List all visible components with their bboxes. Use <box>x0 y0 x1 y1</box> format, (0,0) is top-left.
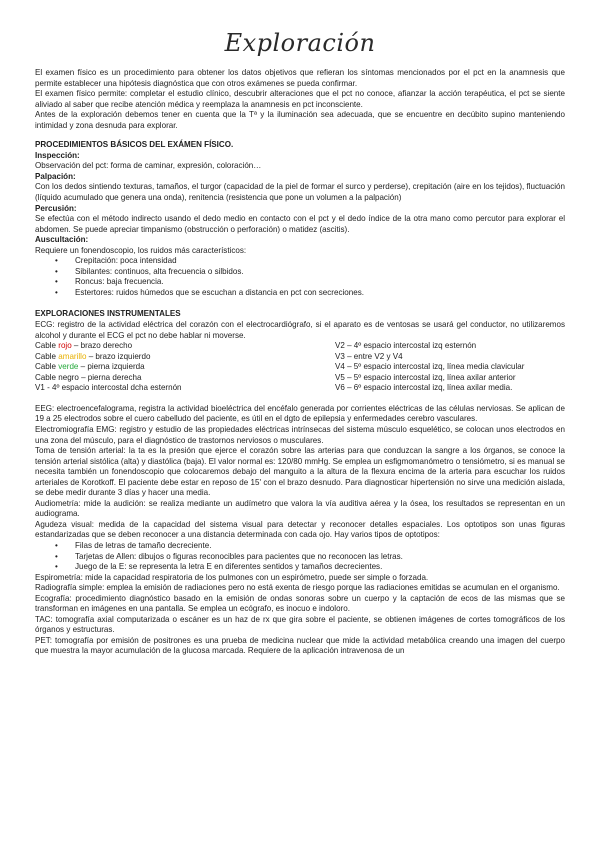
lead-v3: V3 – entre V2 y V4 <box>335 351 403 361</box>
palpacion-title: Palpación: <box>35 171 76 181</box>
cable-label: Cable <box>35 362 59 372</box>
audiometria-paragraph: Audiometría: mide la audición: se realiza mediante un audímetro que valora la vía auditiva aérea y la ósea, los resultados se representan en un audiograma. <box>35 498 565 519</box>
cable-label: Cable <box>35 351 59 361</box>
lead-v2: V2 – 4º espacio intercostal izq esternón <box>335 341 477 351</box>
lead-v4: V4 – 5º espacio intercostal izq, línea media clavicular <box>335 362 525 372</box>
list-item: • Juego de la E: se representa la letra E en diferentes sentidos y tamaños decrecientes. <box>75 562 565 573</box>
radiografia-paragraph: Radiografía simple: emplea la emisión de radiaciones pero no está exenta de riesgo porque las radiaciones emitidas se acumulan en el organismo. <box>35 583 560 593</box>
agudeza-visual-paragraph: Agudeza visual: medida de la capacidad del sistema visual para detectar y reconocer detalles espaciales. Los optotipos son unas figuras estandarizadas que se deben reconocer a una distancia determinada con cada ojo. Hay varios tipos de optotipos: <box>35 519 565 540</box>
percusion-title: Percusión: <box>35 203 77 213</box>
list-item: • Filas de letras de tamaño decreciente. <box>75 541 565 552</box>
cable-label: Cable <box>35 341 59 351</box>
cable-position: – pierna izquierda <box>78 362 145 372</box>
intro-paragraph-3: Antes de la exploración debemos tener en cuenta que la Tª y la iluminación sea adecuada, que se encuentre en decúbito supino manteniendo intimidad y zona desnuda para explorar. <box>35 110 565 130</box>
auscultacion-title: Auscultación: <box>35 235 89 245</box>
inspeccion-title: Inspección: <box>35 150 80 160</box>
espirometria-paragraph: Espirometría: mide la capacidad respiratoria de los pulmones con un espirómetro, puede ser simple o forzada. <box>35 572 429 582</box>
lead-v6: V6 – 6º espacio intercostal izq, línea axilar media. <box>335 383 513 393</box>
tac-paragraph: TAC: tomografía axial computarizada o escáner es un haz de rx que gira sobre el paciente, se obtienen imágenes de cortes tomográficos de los órganos y estructuras. <box>35 614 565 635</box>
page-title: Exploración <box>224 29 376 57</box>
intro-paragraph-2: El examen físico permite: completar el estudio clínico, descubrir alteraciones que el pct no conoce, afianzar la acción terapéutica, el pct se siente aliviado al saber que recibe atención médica y reemplaza la anamnesis en pct inconsciente. <box>35 89 565 109</box>
ruidos-list <box>35 256 565 298</box>
color-word-red: rojo <box>58 341 72 351</box>
emg-paragraph: Electromiografía EMG: registro y estudio de las propiedades eléctricas intrínsecas del sistema músculo esquelético, se colocan unos electrodos en una zona del músculo, para el diagnóstico de trastornos nerviosos o musculares. <box>35 424 565 445</box>
basics-heading: PROCEDIMIENTOS BÁSICOS DEL EXÁMEN FÍSICO. <box>35 140 234 150</box>
cable-position: – brazo derecho <box>71 341 133 351</box>
eeg-paragraph: EEG: electroencefalograma, registra la actividad bioeléctrica del encéfalo generada por corrientes eléctricas de las células nerviosas. Se aplican de 19 a 25 electrodos sobre el cuero cabelludo del paciente, es útil en el dgto de epilepsia y enfermedades cerebro vasculares. <box>35 403 565 424</box>
color-word-green: verde <box>58 362 79 372</box>
list-item: • Roncus: baja frecuencia. <box>75 277 565 288</box>
tension-arterial-paragraph: Toma de tensión arterial: la ta es la presión que ejerce el corazón sobre las arterias para que conduzcan la sangre a los órganos, se conoce la tensión arterial sistólica (alta) y diastólica (baja). El valor normal es: 120/80 mmHg. Se emplea un esfigmomanómetro o tensiómetro, si es manual se necesita también un fonendoscopio que colocaremos debajo del manguito a la altura de la flexura encima de la arteria para escuchar los ruidos arteriales de Korotkoff. El paciente debe estar en reposo de 15' con el brazo desnudo. Para diagnosticar hipertensión no sirve una medición aislada, se debe medir durante 3 días y hacer una media. <box>35 446 565 498</box>
list-item: • Crepitación: poca intensidad <box>75 256 565 267</box>
cable-rojo <box>35 341 335 352</box>
color-word-yellow: amarillo <box>58 351 87 361</box>
list-item: • Sibilantes: continuos, alta frecuencia o silbidos. <box>75 267 565 278</box>
list-item: • Estertores: ruidos húmedos que se escuchan a distancia en pct con secreciones. <box>75 288 565 299</box>
ecg-cable-grid <box>35 341 565 394</box>
ecografia-paragraph: Ecografía: procedimiento diagnóstico basado en la emisión de ondas sonoras sobre un cuerpo y la captación de ecos de las mismas que se transforman en imágenes en una pantalla. Se emplea un ecógrafo, es inocuo e indoloro. <box>35 593 565 614</box>
list-item: • Tarjetas de Allen: dibujos o figuras reconocibles para pacientes que no reconocen las letras. <box>75 552 565 563</box>
lead-v1: V1 - 4º espacio intercostal dcha esternón <box>35 383 182 393</box>
pet-paragraph: PET: tomografía por emisión de positrones es una prueba de medicina nuclear que mide la actividad metabólica creando una imagen del cuerpo que muestra la mayor acumulación de la glucosa marcada. Requiere de la aplicación intravenosa de un <box>35 635 565 656</box>
spacer <box>35 394 565 404</box>
cable-verde <box>35 362 335 373</box>
cable-amarillo <box>35 352 335 363</box>
percusion-text: Se efectúa con el método indirecto usando el dedo medio en contacto con el pct y el dedo índice de la otra mano como percutor para explorar el abdomen. Se puede apreciar timpanismo (obstrucción o perforación) o matidez (ascitis). <box>35 214 565 234</box>
lead-v5: V5 – 5º espacio intercostal izq, línea axilar anterior <box>335 372 516 382</box>
inspeccion-text: Observación del pct: forma de caminar, expresión, coloración… <box>35 161 262 171</box>
ecg-paragraph: ECG: registro de la actividad eléctrica del corazón con el electrocardiógrafo, si el aparato es de ventosas se usará gel conductor, no utilizaremos alcohol y durante el ECG el pct no debe hablar ni moverse. <box>35 320 565 340</box>
auscultacion-text: Requiere un fonendoscopio, los ruidos más característicos: <box>35 245 247 255</box>
optotipos-list <box>35 541 565 573</box>
intro-paragraph-1: El examen físico es un procedimiento para obtener los datos objetivos que refieran los síntomas mencionados por el pct en la anamnesis que permite establecer una hipótesis diagnóstica que con otros exámenes se pueda confirmar. <box>35 68 565 88</box>
palpacion-text: Con los dedos sintiendo texturas, tamaños, el turgor (capacidad de la piel de formar el surco y perderse), crepitación (aire en los tejidos), fluctuación (líquido acumulado que genera una onda), renitencia (resistencia que pone un volumen a la palpación) <box>35 182 565 203</box>
cable-negro: Cable negro – pierna derecha <box>35 372 142 382</box>
instrumental-heading: EXPLORACIONES INSTRUMENTALES <box>35 309 181 319</box>
cable-position: – brazo izquierdo <box>86 351 151 361</box>
